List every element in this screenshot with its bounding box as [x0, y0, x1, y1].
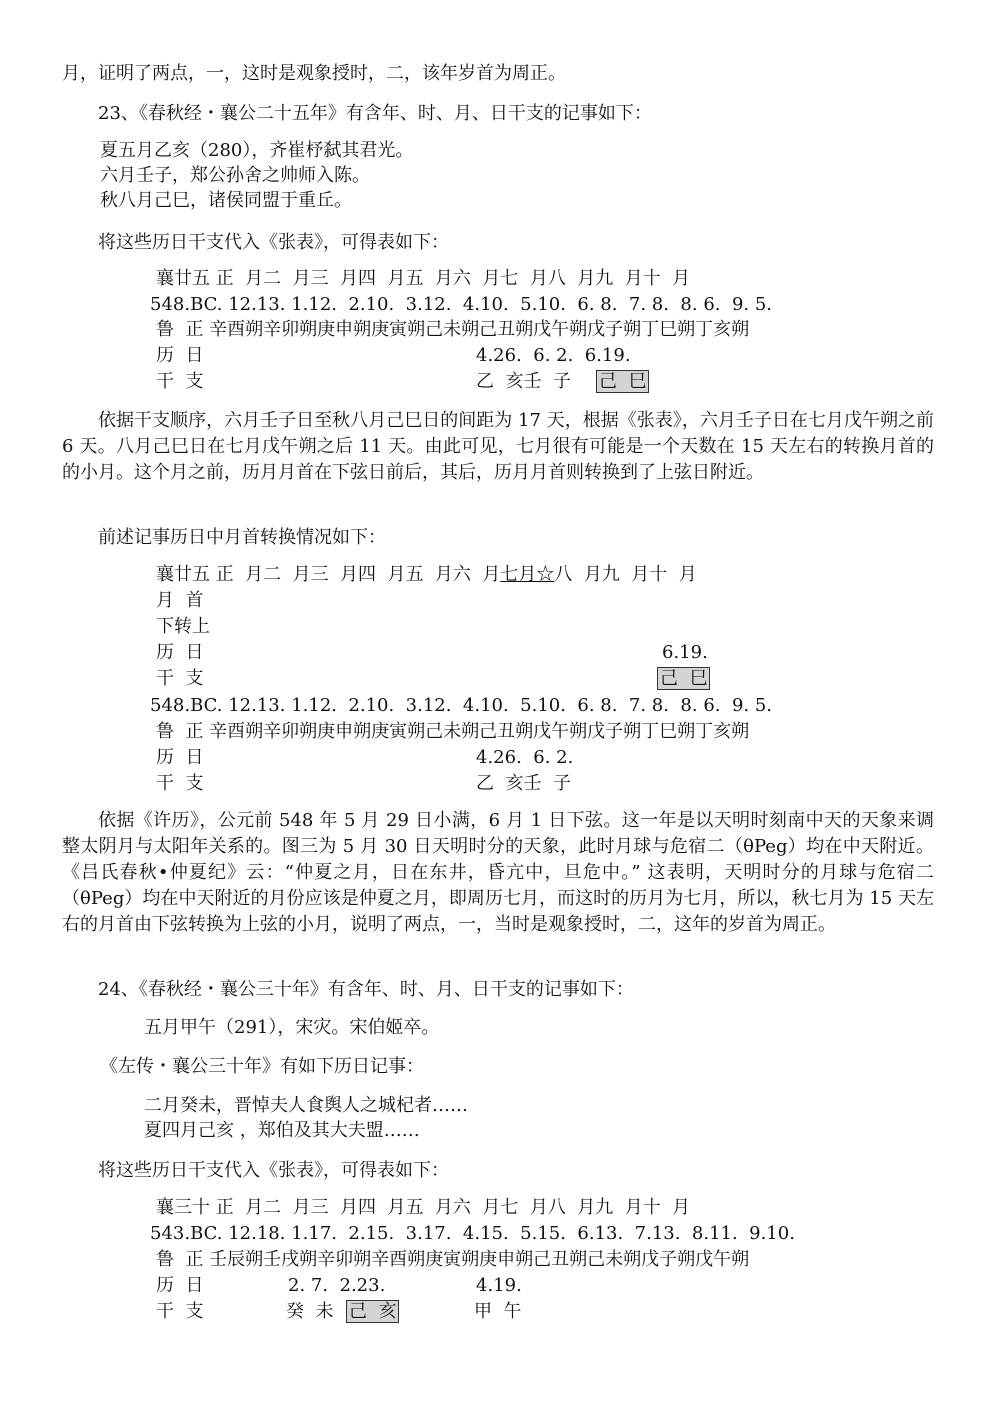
table-label: 月 首 [156, 590, 204, 611]
table-label: 历 日 [156, 642, 204, 663]
record-line: 五月甲午（291），宋灾。宋伯姬卒。 [144, 1017, 440, 1038]
table-gz-boxed-wrap [596, 370, 649, 394]
table-label: 历 日 [156, 747, 204, 768]
paragraph-table-intro: 将这些历日干支代入《张表》，可得表如下： [98, 1160, 449, 1181]
table-li-values: 4.26. 6. 2. 6.19. [476, 345, 631, 366]
table-li-value: 6.19. [662, 642, 708, 663]
record-line: 夏五月乙亥（280），齐崔杼弑其君光。 [100, 140, 414, 161]
paragraph-table-intro: 前述记事历日中月首转换情况如下： [98, 527, 386, 548]
table-gz-boxed-wrap [346, 1300, 399, 1324]
table-label: 下转上 [156, 616, 210, 637]
paragraph-analysis: 依据干支顺序，六月壬子日至秋八月己巳日的间距为 17 天，根据《张表》，六月壬子日在七月戊午朔之前 6 天。八月己巳日在七月戊午朔之后 11 天。由此可见，七月很有可能是一个天数在 15 天左右的转换月首的的小月。这个月之前，历月月首在下弦日前后，其后，历月月首则转换到了上弦日附近。 [62, 410, 934, 483]
table-label: 干 支 [156, 773, 204, 794]
table-gz-values: 乙 亥壬 子 [476, 371, 571, 392]
table-date-row: 548.BC. 12.13. 1.12. 2.10. 3.12. 4.10. 5.10. 6. 8. 7. 8. 8. 6. 9. 5. [150, 695, 773, 716]
header-part: 襄廿五 正 月二 月三 月四 月五 月六 月 [156, 564, 501, 585]
table-shuo-row: 鲁 正 壬辰朔壬戌朔辛卯朔辛酉朔庚寅朔庚申朔己丑朔己未朔戊子朔戊午朔 [156, 1249, 750, 1270]
paragraph-23-heading: 23、《春秋经・襄公二十五年》有含年、时、月、日干支的记事如下： [98, 103, 652, 124]
table-shuo-row: 鲁 正 辛酉朔辛卯朔庚申朔庚寅朔己未朔己丑朔戊午朔戊子朔丁巳朔丁亥朔 [156, 319, 750, 340]
header-part: 八 月九 月十 月 [554, 564, 697, 585]
table-gz-values: 癸 未 [286, 1301, 334, 1322]
table-header-row: 襄三十 正 月二 月三 月四 月五 月六 月七 月八 月九 月十 月 [156, 1197, 691, 1218]
paragraph-1: 月，证明了两点，一，这时是观象授时，二，该年岁首为周正。 [62, 63, 566, 84]
table-date-row: 548.BC. 12.13. 1.12. 2.10. 3.12. 4.10. 5.10. 6. 8. 7. 8. 8. 6. 9. 5. [150, 294, 773, 315]
table-label: 干 支 [156, 371, 204, 392]
table-li-value: 4.19. [476, 1275, 522, 1296]
table-gz-boxed-wrap [657, 667, 710, 691]
record-line: 秋八月己巳，诸侯同盟于重丘。 [100, 190, 352, 211]
table-gz-values: 乙 亥壬 子 [476, 773, 571, 794]
table-label: 历 日 [156, 345, 204, 366]
record-line: 六月壬子，郑公孙舍之帅师入陈。 [100, 165, 370, 186]
table-li-values: 2. 7. 2.23. [288, 1275, 386, 1296]
table-shuo-row: 鲁 正 辛酉朔辛卯朔庚申朔庚寅朔己未朔己丑朔戊午朔戊子朔丁巳朔丁亥朔 [156, 721, 750, 742]
table-gz-value: 甲 午 [474, 1301, 522, 1322]
table-label: 干 支 [156, 668, 204, 689]
table-header-row [156, 563, 697, 587]
table-header-row: 襄廿五 正 月二 月三 月四 月五 月六 月七 月八 月九 月十 月 [156, 268, 691, 289]
paragraph-analysis: 依据《许历》，公元前 548 年 5 月 29 日小满，6 月 1 日下弦。这一年是以天明时刻南中天的天象来调整太阴月与太阳年关系的。图三为 5 月 30 日天明时分的天象，此时月球与危宿二（θPeg）均在中天附近。《吕氏春秋•仲夏纪》云：“仲夏之月，日在东井，昏亢中，旦危中。” 这表明，天明时分的月球与危宿二（θPeg）均在中天附近的月份应该是仲夏之月，即周历七月，而这时的历月为七月，所以，秋七月为 15 天左右的月首由下弦转换为上弦的小月，说明了两点，一，当时是观象授时，二，这年的岁首为周正。 [62, 810, 934, 935]
highlighted-ganzhi: 己 亥 [346, 1300, 399, 1323]
table-label: 历 日 [156, 1275, 204, 1296]
record-line: 二月癸未，晋悼夫人食舆人之城杞者…… [144, 1095, 468, 1116]
paragraph-24-heading: 24、《春秋经・襄公三十年》有含年、时、月、日干支的记事如下： [98, 979, 634, 1000]
header-underlined-month: 七月☆ [500, 564, 555, 585]
highlighted-ganzhi: 己 巳 [657, 667, 710, 690]
highlighted-ganzhi: 己 巳 [596, 370, 649, 393]
table-date-row: 543.BC. 12.18. 1.17. 2.15. 3.17. 4.15. 5.15. 6.13. 7.13. 8.11. 9.10. [150, 1223, 795, 1244]
record-line: 夏四月己亥 ，郑伯及其大夫盟…… [144, 1120, 420, 1141]
paragraph-zuozhuan: 《左传・襄公三十年》有如下历日记事： [100, 1056, 424, 1077]
table-li-values: 4.26. 6. 2. [476, 747, 574, 768]
paragraph-table-intro: 将这些历日干支代入《张表》，可得表如下： [98, 232, 449, 253]
table-label: 干 支 [156, 1301, 204, 1322]
